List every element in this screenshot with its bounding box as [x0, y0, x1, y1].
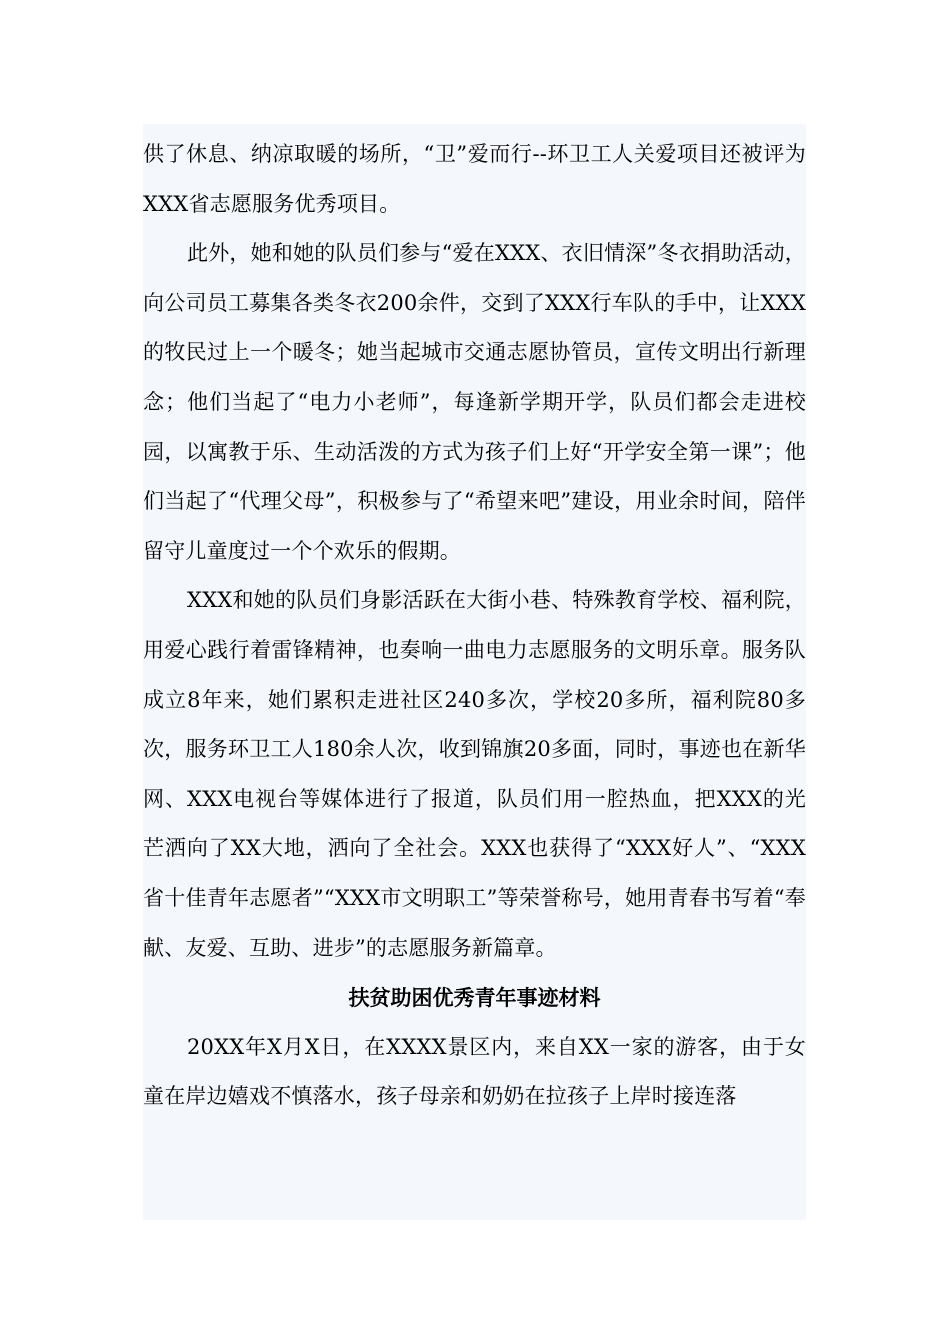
text-block — [143, 124, 806, 1220]
paragraph-rescue: 20XX年X月X日，在XXXX景区内，来自XX一家的游客，由于女童在岸边嬉戏不慎落水，孩子母亲和奶奶在拉孩子上岸时接连落 — [143, 1034, 806, 1109]
section-heading: 扶贫助困优秀青年事迹材料 — [348, 985, 601, 1011]
paragraph-winter-clothes: 此外，她和她的队员们参与“爱在XXX、衣旧情深”冬衣捐助活动，向公司员工募集各类冬衣200余件，交到了XXX行车队的手中，让XXX的牧民过上一个暖冬；她当起城市交通志愿协管员，宣传文明出行新理念；他们当起了“电力小老师”，每逢新学期开学，队员们都会走进校园，以寓教于乐、生动活泼的方式为孩子们上好“开学安全第一课”；他们当起了“代理父母”，积极参与了“希望来吧”建设，用业余时间，陪伴留守儿童度过一个个欢乐的假期。 — [143, 241, 806, 563]
paragraph-continuation: 供了休息、纳凉取暖的场所，“卫”爱而行--环卫工人关爱项目还被评为XXX省志愿服务优秀项目。 — [143, 142, 806, 216]
paragraph-team-achievements: XXX和她的队员们身影活跃在大街小巷、特殊教育学校、福利院，用爱心践行着雷锋精神，也奏响一曲电力志愿服务的文明乐章。服务队成立8年来，她们累积走进社区240多次，学校20多所，福利院80多次，服务环卫工人180余人次，收到锦旗20多面，同时，事迹也在新华网、XXX电视台等媒体进行了报道，队员们用一腔热血，把XXX的光芒洒向了XX大地，洒向了全社会。XXX也获得了“XXX好人”、“XXX省十佳青年志愿者”“XXX市文明职工”等荣誉称号，她用青春书写着“奉献、友爱、互助、进步”的志愿服务新篇章。 — [143, 588, 806, 960]
